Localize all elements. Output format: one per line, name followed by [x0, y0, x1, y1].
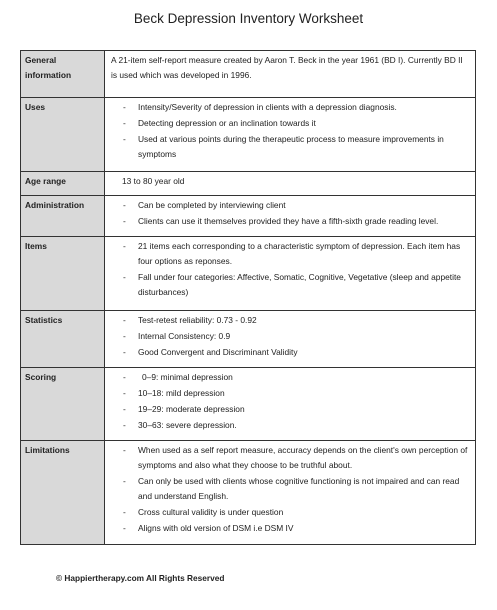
list-item: - Detecting depression or an inclination towards it [123, 118, 316, 128]
limitations-list [111, 443, 469, 536]
list-item: - Can be completed by interviewing client [123, 200, 286, 210]
row-scoring [21, 368, 476, 441]
list-item: - Cross cultural validity is under question [123, 507, 284, 517]
row-content [105, 196, 476, 237]
worksheet-table [20, 50, 476, 545]
row-statistics [21, 311, 476, 368]
list-item: - Clients can use it themselves provided they have a fifth-sixth grade reading level. [123, 216, 439, 226]
row-label: Age range [21, 172, 105, 196]
row-label: General information [21, 51, 105, 98]
list-item: - Good Convergent and Discriminant Validity [123, 347, 298, 357]
list-item: - Test-retest reliability: 0.73 - 0.92 [123, 315, 257, 325]
administration-list [111, 198, 469, 229]
uses-list [111, 100, 469, 162]
row-label: Uses [21, 98, 105, 172]
list-item: - Can only be used with clients whose cognitive functioning is not impaired and can read and understand English. [123, 476, 460, 501]
list-item: - Internal Consistency: 0.9 [123, 331, 231, 341]
row-general-information [21, 51, 476, 98]
list-item: - 30–63: severe depression. [123, 420, 237, 430]
list-item: - 10–18: mild depression [123, 388, 225, 398]
page-title: Beck Depression Inventory Worksheet [133, 11, 364, 26]
list-item: - 0–9: minimal depression [123, 372, 233, 382]
list-item: - Used at various points during the therapeutic process to measure improvements in symptoms [123, 134, 444, 159]
row-uses [21, 98, 476, 172]
row-content [105, 172, 476, 196]
list-item: - When used as a self report measure, accuracy depends on the client's own perception of symptoms and also what they choose to be truthful about. [123, 445, 468, 470]
row-limitations [21, 441, 476, 545]
statistics-list [111, 313, 469, 360]
list-item: - Aligns with old version of DSM i.e DSM IV [123, 523, 294, 533]
row-content [105, 441, 476, 545]
row-content [105, 311, 476, 368]
list-item: - 19–29: moderate depression [123, 404, 245, 414]
row-label: Items [21, 237, 105, 311]
row-items [21, 237, 476, 311]
copyright-footer: © Happiertherapy.com All Rights Reserved [56, 573, 225, 583]
scoring-list [111, 370, 469, 433]
row-label: Statistics [21, 311, 105, 368]
row-age-range [21, 172, 476, 196]
row-content [105, 98, 476, 172]
items-list [111, 239, 469, 300]
list-item: - 21 items each corresponding to a characteristic symptom of depression. Each item has four options as reponses. [123, 241, 461, 266]
row-label: Limitations [21, 441, 105, 545]
row-label: Administration [21, 196, 105, 237]
general-information-text: A 21-item self-report measure created by Aaron T. Beck in the year 1961 (BD I). Currently BD II is used which was developed in 1996. [111, 55, 463, 80]
age-range-text: 13 to 80 year old [122, 176, 185, 186]
list-item: - Fall under four categories: Affective, Somatic, Cognitive, Vegetative (sleep and appetite disturbances) [123, 272, 461, 297]
row-content [105, 51, 476, 98]
row-content [105, 237, 476, 311]
row-administration [21, 196, 476, 237]
list-item: - Intensity/Severity of depression in clients with a depression diagnosis. [123, 102, 397, 112]
row-content [105, 368, 476, 441]
row-label: Scoring [21, 368, 105, 441]
